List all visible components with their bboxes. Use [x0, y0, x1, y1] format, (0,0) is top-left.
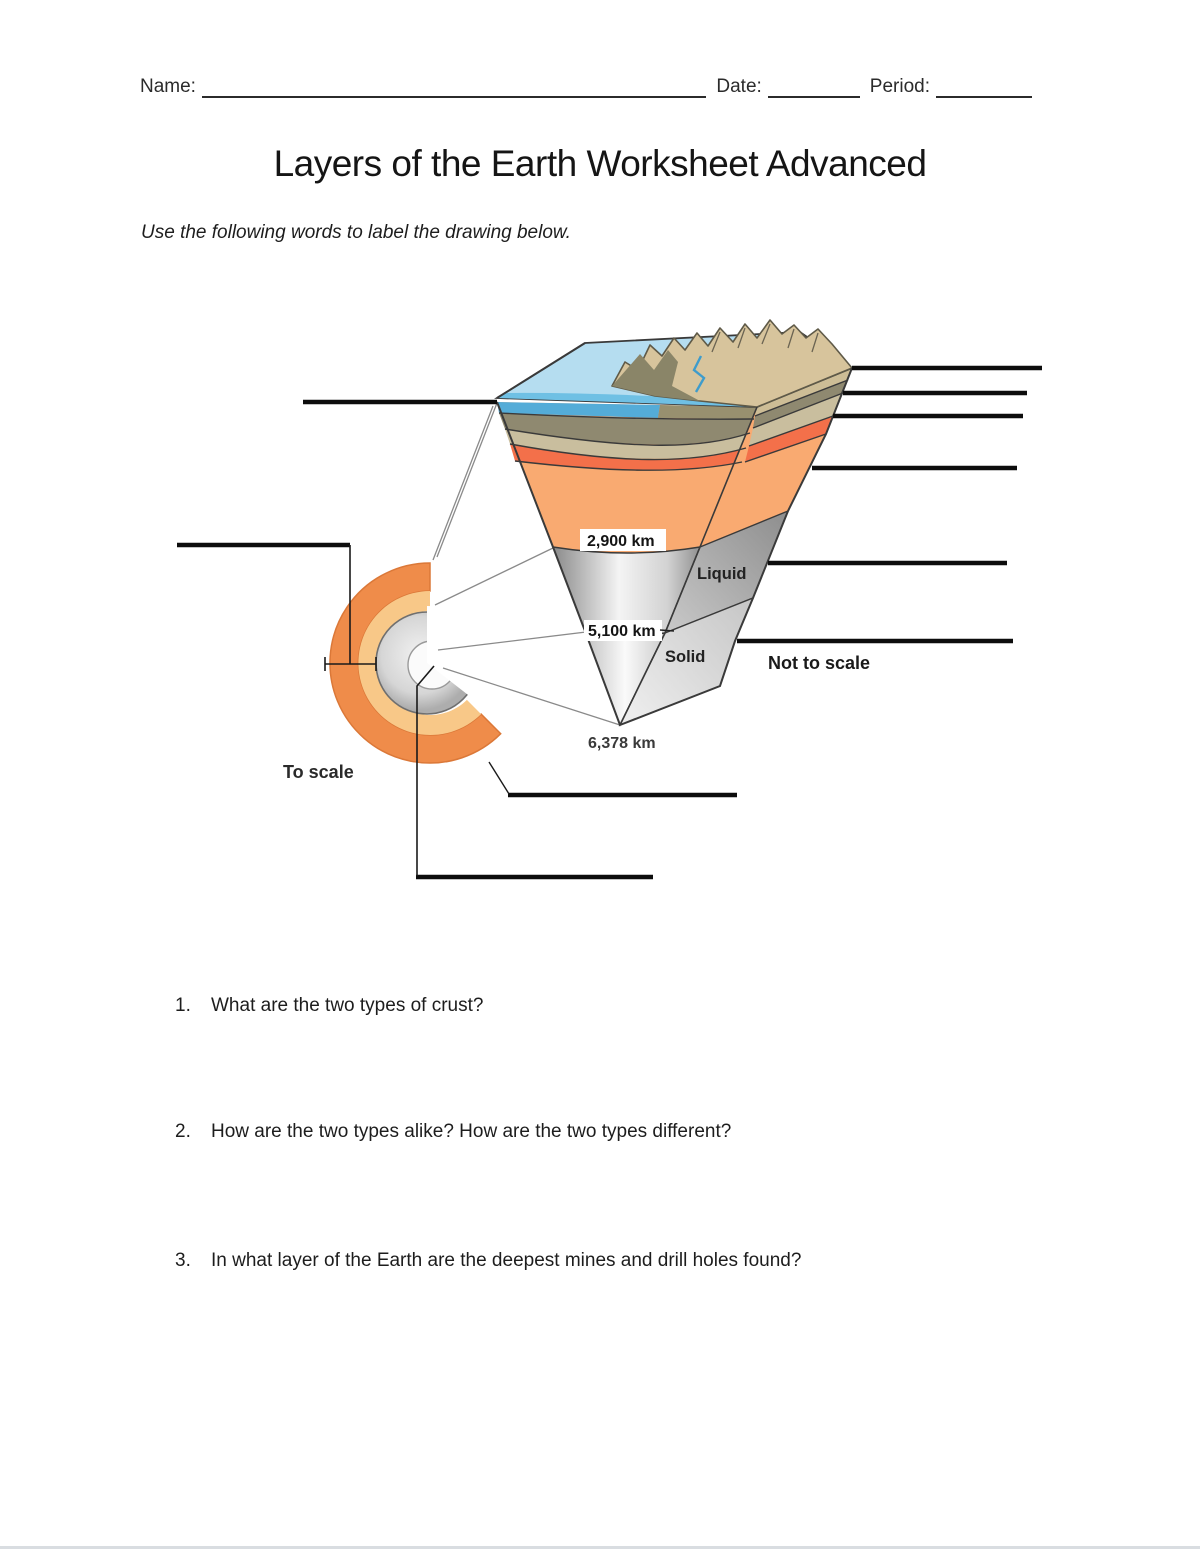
question-3 — [175, 1250, 801, 1272]
instruction-text: Use the following words to label the drawing below. — [141, 222, 571, 243]
question-3-text: In what layer of the Earth are the deepest mines and drill holes found? — [211, 1250, 802, 1271]
not-to-scale-label: Not to scale — [768, 653, 871, 673]
question-1 — [175, 995, 483, 1017]
to-scale-earth — [330, 563, 501, 763]
question-3-number: 3. — [175, 1250, 191, 1271]
depth-2900-label: 2,900 km — [587, 533, 655, 550]
outer-core-state-label: Liquid — [697, 565, 747, 583]
radius-6378-label: 6,378 km — [588, 735, 656, 752]
outer-core-leader — [489, 762, 509, 794]
date-label: Date: — [716, 76, 762, 97]
depth-5100-dash — [660, 630, 674, 631]
name-label: Name: — [140, 76, 196, 97]
page-title: Layers of the Earth Worksheet Advanced — [273, 143, 927, 184]
period-label: Period: — [869, 76, 930, 97]
inner-core-state-label: Solid — [665, 648, 706, 666]
question-1-text: What are the two types of crust? — [211, 995, 484, 1016]
question-2-text: How are the two types alike? How are the two types different? — [211, 1121, 732, 1142]
to-scale-label: To scale — [283, 762, 354, 782]
question-1-number: 1. — [175, 995, 191, 1016]
question-2 — [175, 1121, 731, 1143]
depth-5100-label: 5,100 km — [588, 623, 656, 640]
question-2-number: 2. — [175, 1121, 191, 1142]
